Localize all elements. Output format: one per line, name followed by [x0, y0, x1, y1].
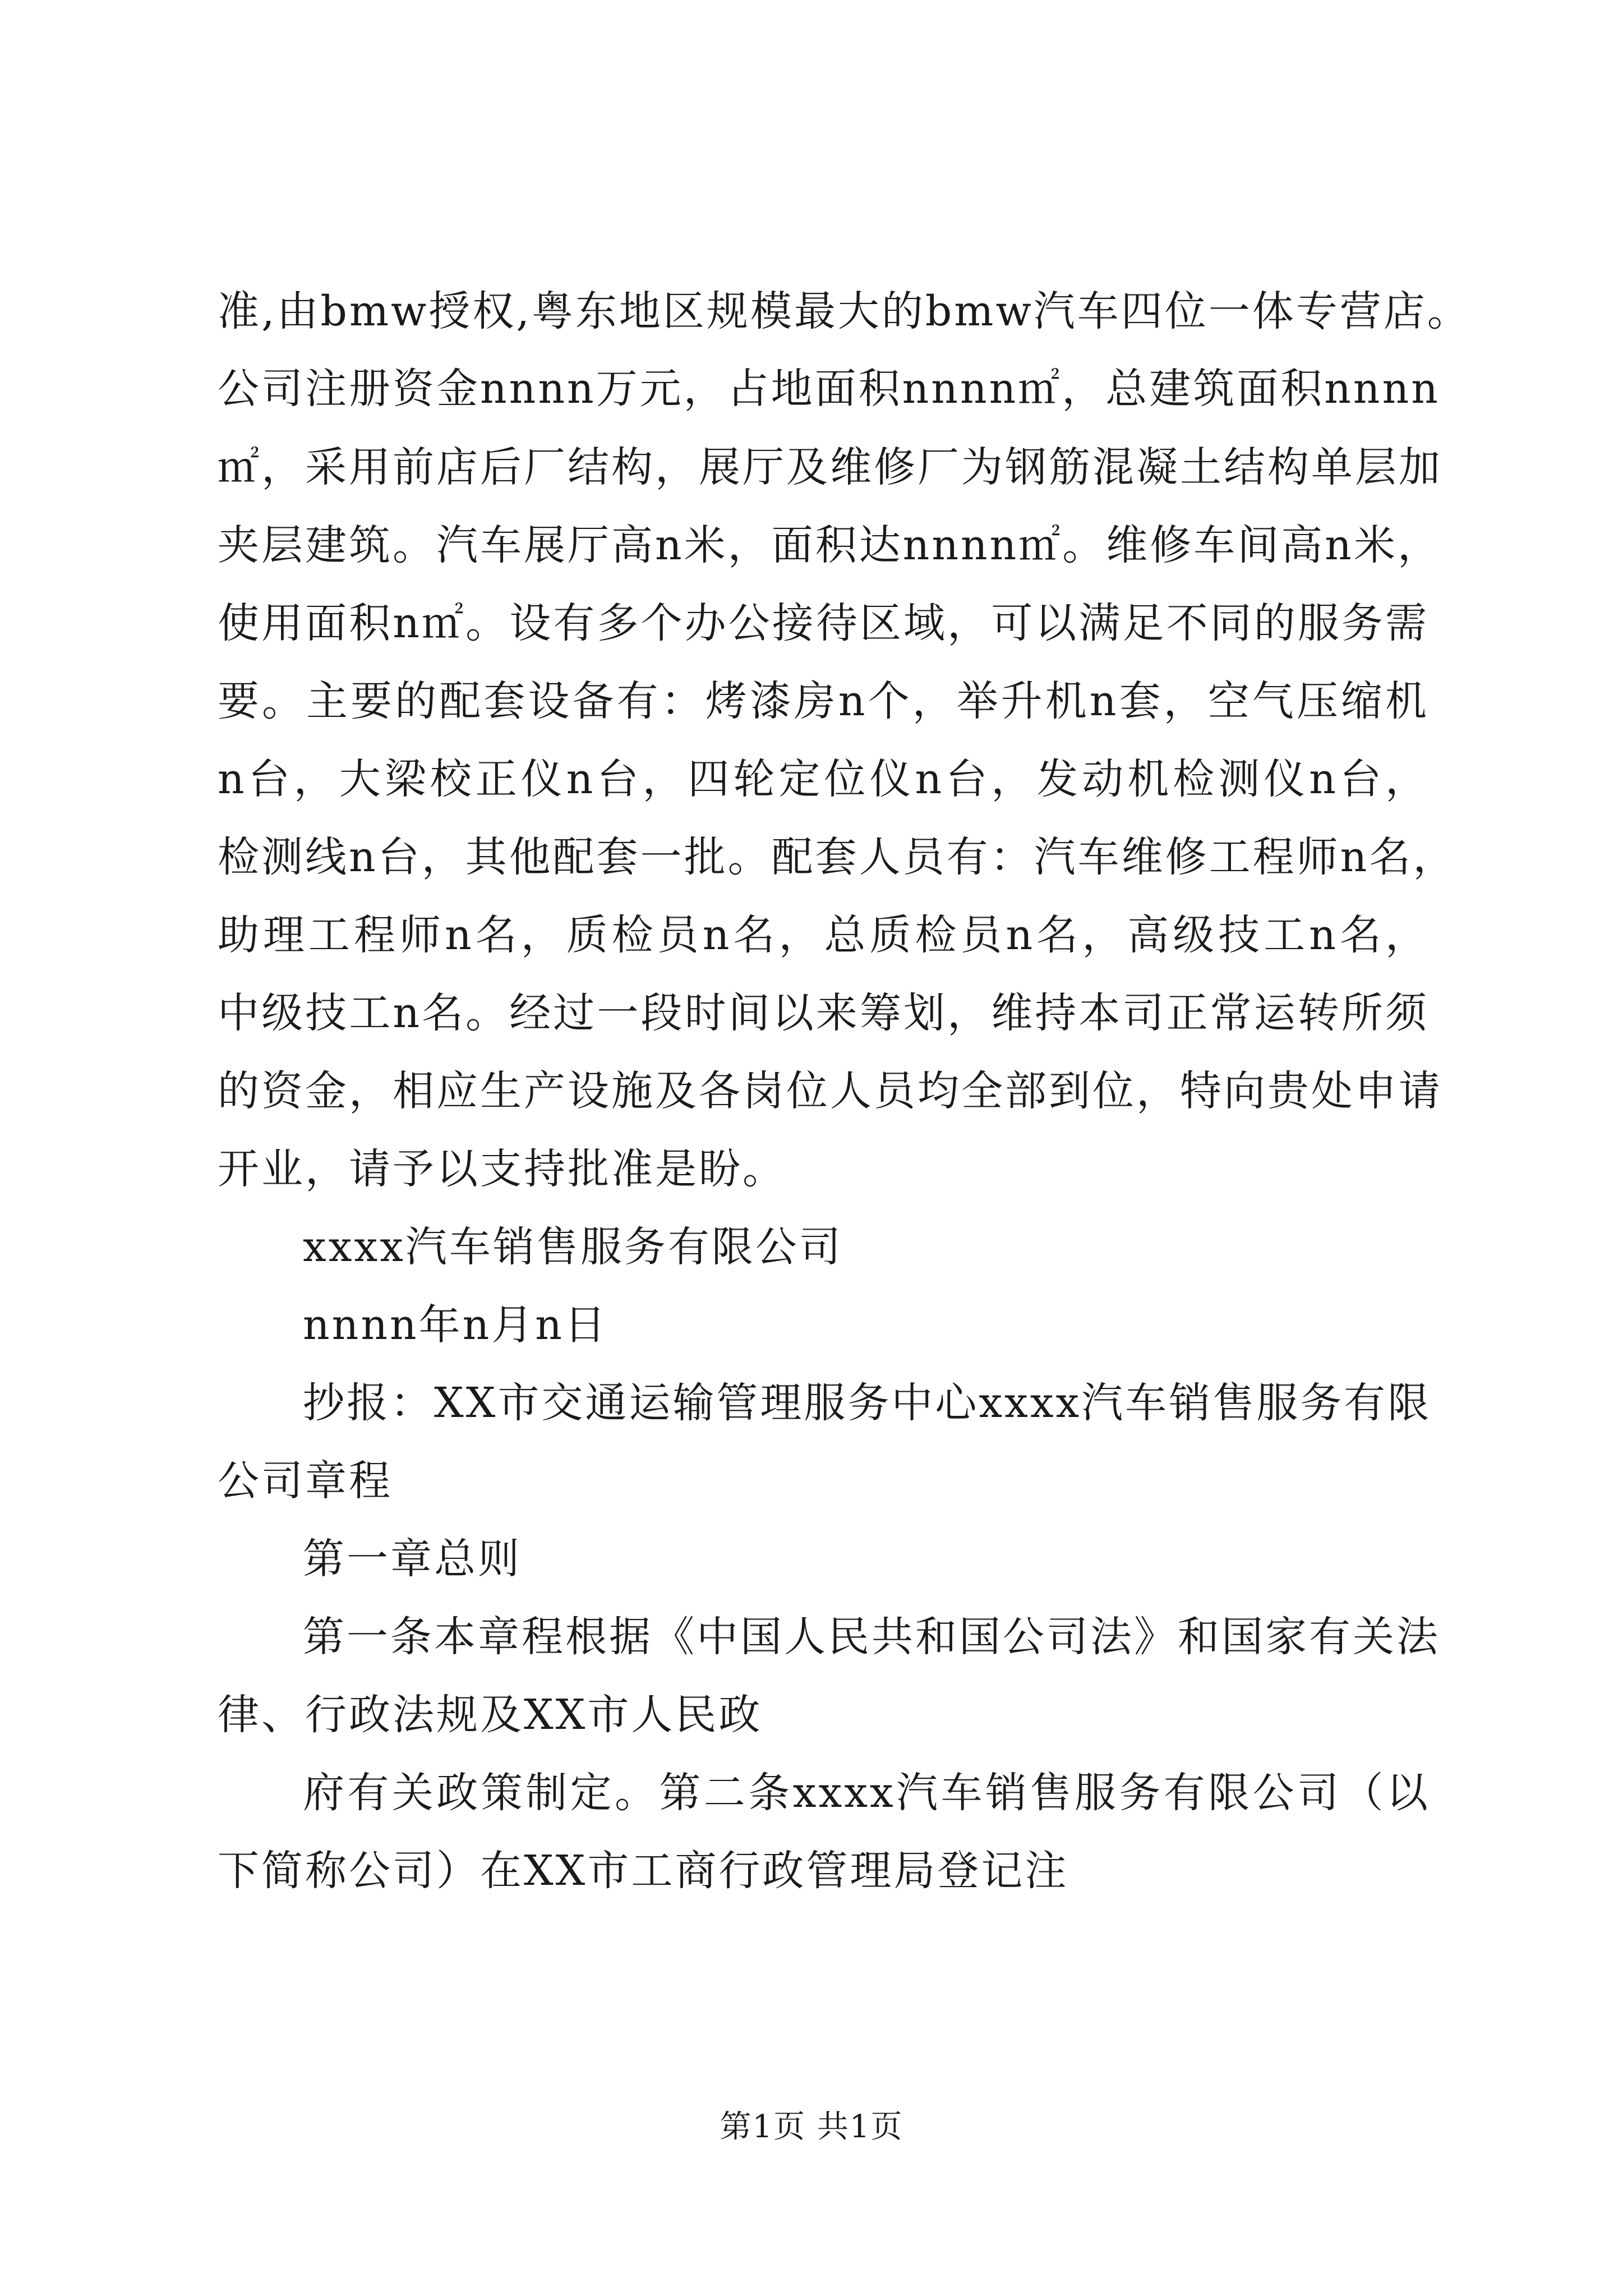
article-2-line-2: 下简称公司）在XX市工商行政管理局登记注	[218, 1847, 1069, 1895]
article-1-line-1: 第一条本章程根据《中国人民共和国公司法》和国家有关法	[303, 1613, 1440, 1661]
date-line: nnnn年n月n日	[303, 1301, 608, 1349]
company-name-signature: xxxx汽车销售服务有限公司	[303, 1223, 843, 1271]
articles-title: 公司章程	[218, 1457, 393, 1505]
cc-line: 抄报：XX市交通运输管理服务中心xxxx汽车销售服务有限	[303, 1379, 1432, 1427]
text-line-10: 中级技工n名。经过一段时间以来筹划，维持本司正常运转所须	[218, 989, 1429, 1037]
text-line-7: n台，大梁校正仪n台，四轮定位仪n台，发动机检测仪n台，	[218, 755, 1429, 803]
article-2-line-1: 府有关政策制定。第二条xxxx汽车销售服务有限公司（以	[303, 1769, 1430, 1817]
text-line-9: 助理工程师n名，质检员n名，总质检员n名，高级技工n名，	[218, 911, 1429, 959]
text-line-12: 开业，请予以支持批准是盼。	[218, 1145, 786, 1193]
text-line-1: 准,由bmw授权,粤东地区规模最大的bmw汽车四位一体专营店。	[218, 287, 1471, 335]
text-line-2: 公司注册资金nnnn万元，占地面积nnnn㎡，总建筑面积nnnn	[218, 365, 1440, 413]
text-line-6: 要。主要的配套设备有：烤漆房n个，举升机n套，空气压缩机	[218, 677, 1429, 725]
page-footer: 第1页 共1页	[720, 2109, 903, 2145]
text-line-5: 使用面积n㎡。设有多个办公接待区域，可以满足不同的服务需	[218, 599, 1429, 647]
article-1-line-2: 律、行政法规及XX市人民政	[218, 1691, 763, 1739]
text-line-4: 夹层建筑。汽车展厅高n米，面积达nnnn㎡。维修车间高n米，	[218, 521, 1441, 569]
text-line-8: 检测线n台，其他配套一批。配套人员有：汽车维修工程师n名，	[218, 833, 1457, 881]
text-line-3: ㎡，采用前店后厂结构，展厅及维修厂为钢筋混凝土结构单层加	[218, 443, 1442, 491]
chapter-heading: 第一章总则	[303, 1535, 522, 1583]
text-line-11: 的资金，相应生产设施及各岗位人员均全部到位，特向贵处申请	[218, 1067, 1442, 1115]
